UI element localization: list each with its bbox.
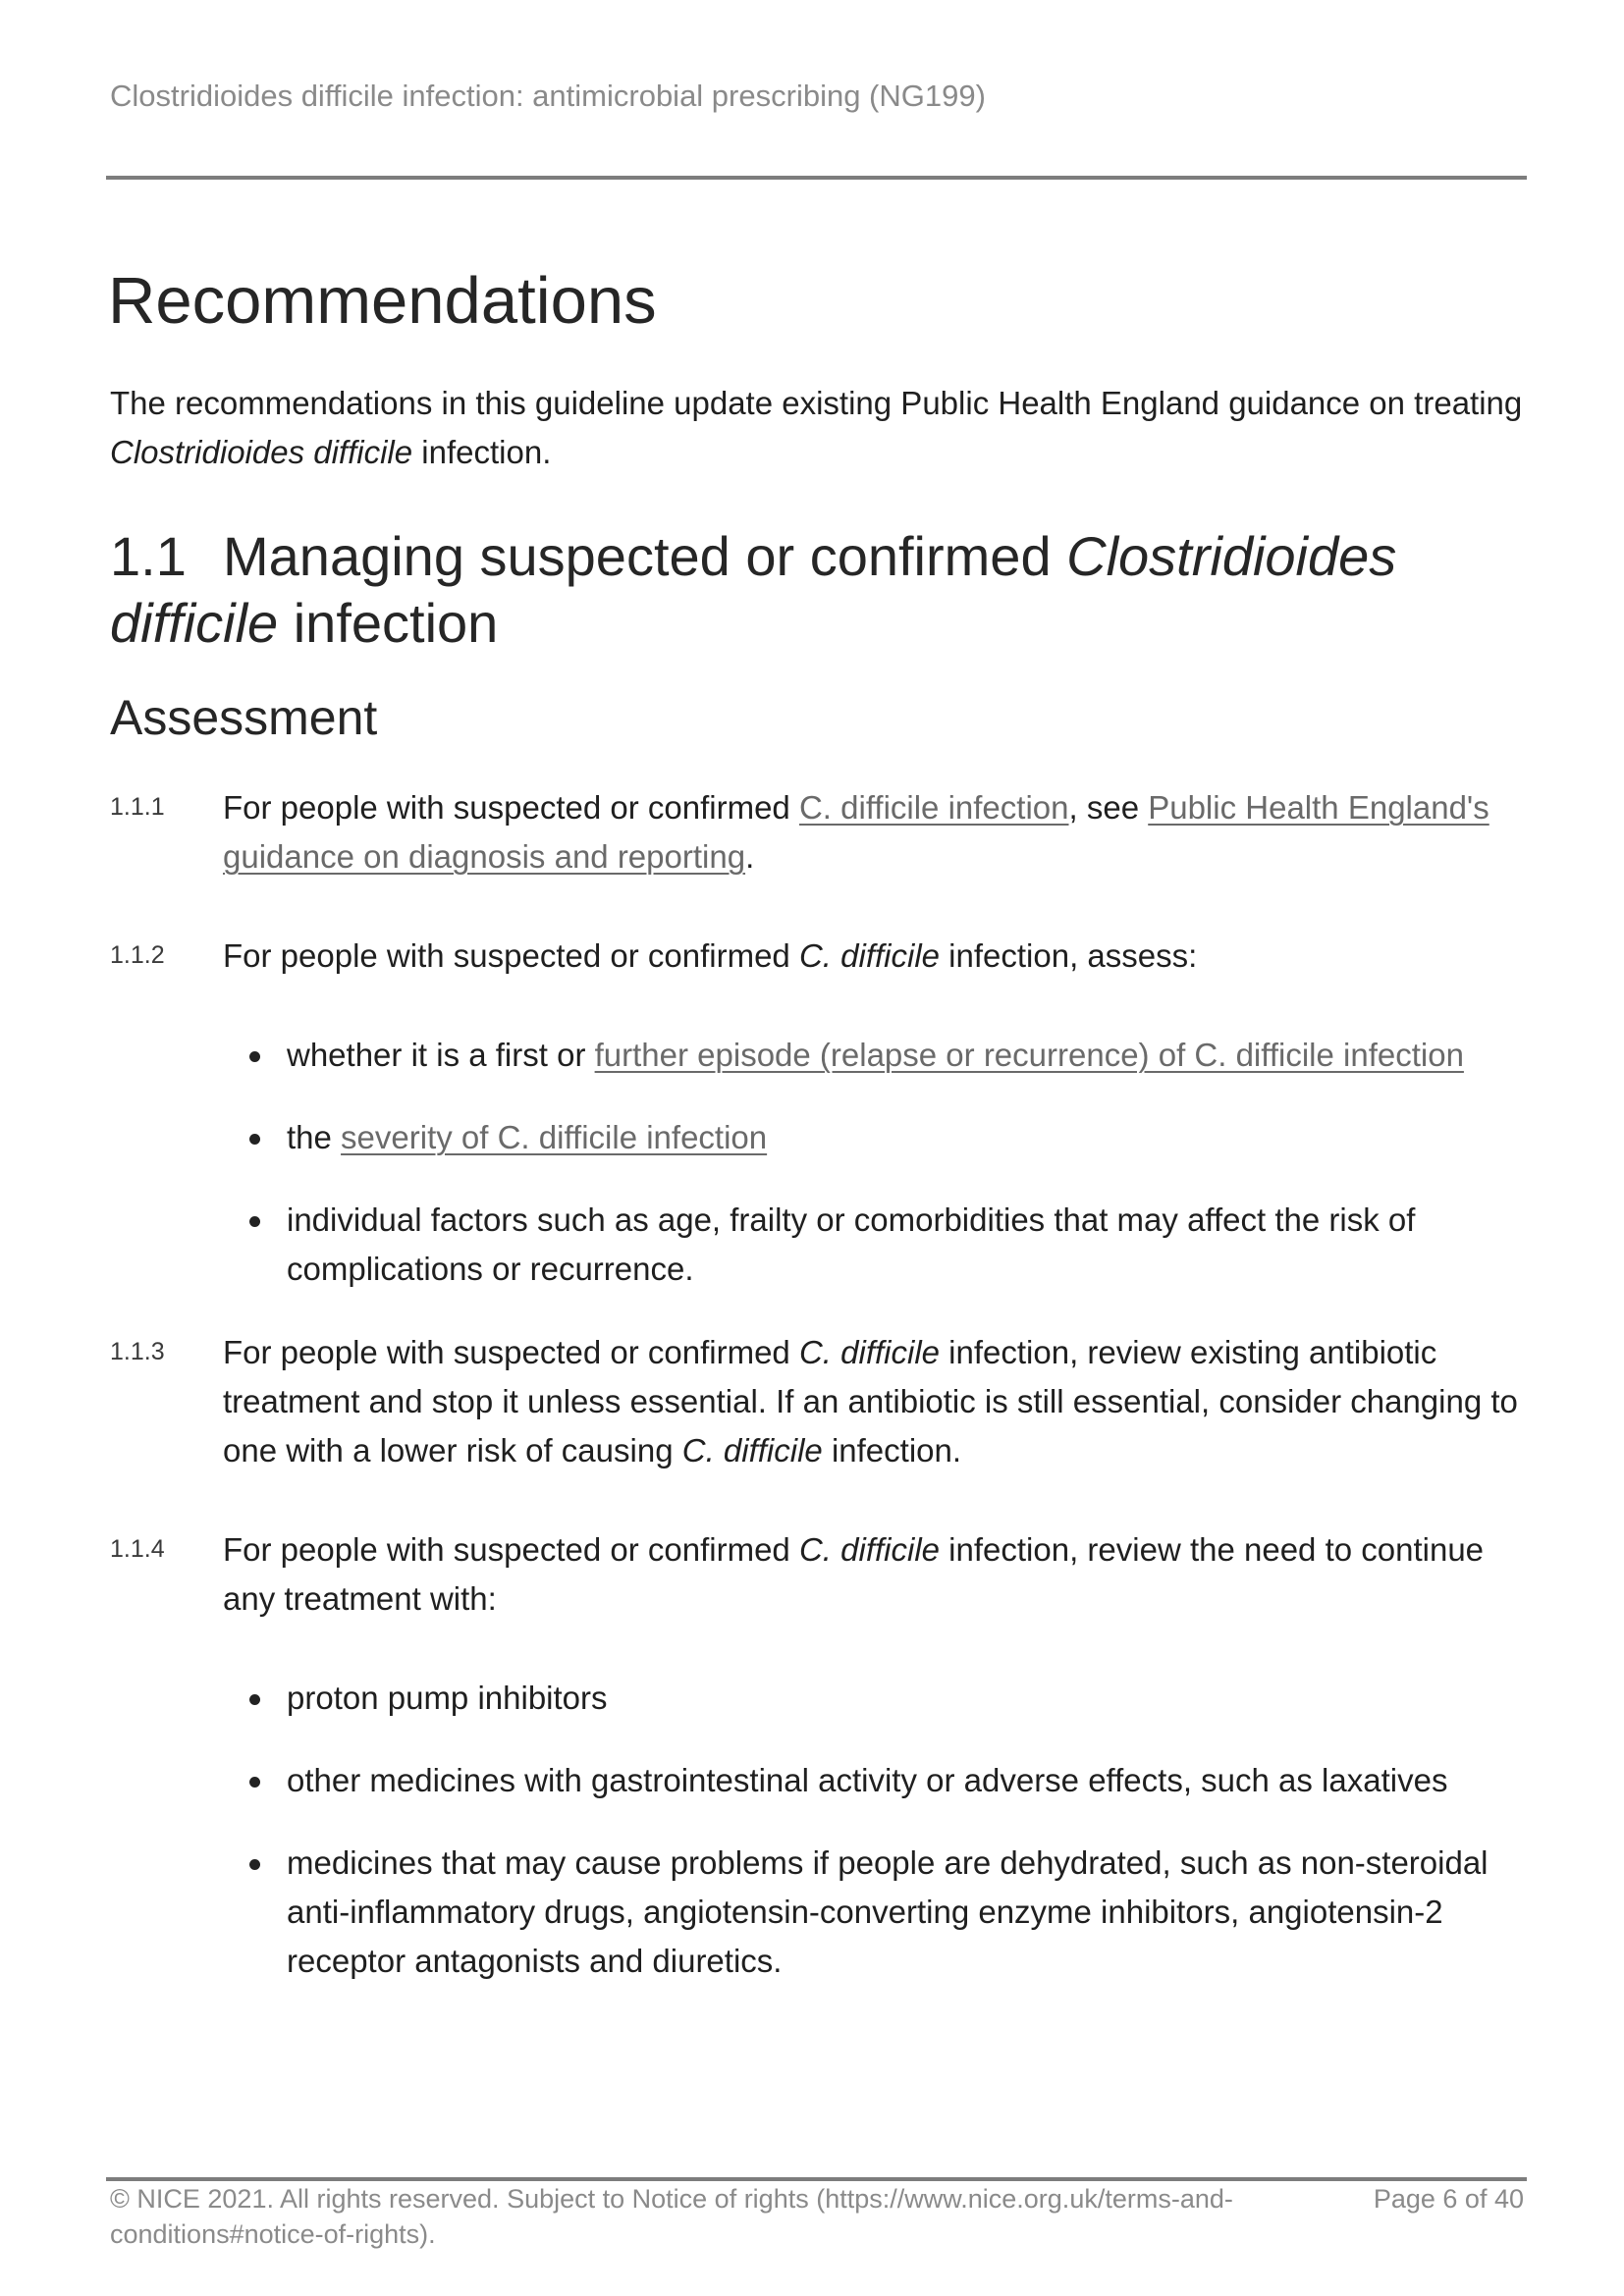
list-item [223,1839,1529,1986]
bullet-icon [249,1051,260,1062]
bullet-icon [249,1134,260,1145]
page-title: Recommendations [108,264,657,338]
list-item-text: the [287,1119,342,1155]
recommendation-text [223,932,1529,981]
rec-text: infection, assess: [940,937,1198,974]
list-item [223,1674,1529,1723]
section-heading [110,523,1524,657]
recommendation-number: 1.1.3 [110,1338,165,1365]
recommendation-text [223,1328,1529,1475]
subsection-heading: Assessment [110,690,378,745]
rec-text: infection, review existing antibiotic treatment and stop it unless essential. If an antibiotic is still essential, consider changing to one with a lower risk of causing [223,1334,1518,1468]
rec-text: For people with suspected or confirmed [223,937,799,974]
section-number: 1.1 [110,525,187,587]
list-item [223,1196,1529,1294]
list-item [223,1756,1529,1805]
list-item [223,1113,1529,1162]
rec-text: For people with suspected or confirmed [223,789,799,826]
rec-italic-organism: C. difficile [798,937,941,974]
intro-italic-organism: Clostridioides difficile [110,434,413,470]
section-title-italic: Clostridioides difficile [110,525,1397,654]
bullet-icon [249,1777,260,1788]
bullet-icon [249,1859,260,1870]
rec-text: infection, review the need to continue any treatment with: [223,1531,1485,1617]
bullet-icon [249,1694,260,1705]
footer-copyright: © NICE 2021. All rights reserved. Subject to Notice of rights (https://www.nice.org.uk/terms-and-conditions#notice-of-rights). [110,2184,1233,2249]
list-item-text: medicines that may cause problems if people are dehydrated, such as non-steroidal anti-inflammatory drugs, angiotensin-converting enzyme inhibitors, angiotensin-2 receptor antagonists and diuretics. [287,1844,1489,1979]
recommendation-number: 1.1.4 [110,1535,165,1563]
recommendation-text [223,1525,1529,1624]
intro-text-end: infection. [412,434,552,470]
rec-italic-organism: C. difficile [681,1432,823,1468]
page-number: Page 6 of 40 [1373,2184,1524,2214]
section-title-end: infection [278,592,499,654]
rec-italic-organism: C. difficile [798,1334,941,1370]
severity-link[interactable]: severity of C. difficile infection [341,1119,768,1155]
rec-text: . [745,838,755,875]
recommendation-number: 1.1.2 [110,941,165,969]
bullet-icon [249,1216,260,1227]
list-item-text: proton pump inhibitors [287,1680,608,1716]
list-item-text: whether it is a first or [287,1037,595,1073]
list-item-text: other medicines with gastrointestinal activity or adverse effects, such as laxatives [287,1762,1448,1798]
list-item-text: individual factors such as age, frailty or comorbidities that may affect the risk of complications or recurrence. [287,1201,1416,1287]
phe-guidance-link[interactable]: Public Health England's guidance on diagnosis and reporting [223,789,1489,875]
recommendation-text [223,783,1529,881]
rec-italic-organism: C. difficile [798,1531,941,1568]
section-title-text: Managing suspected or confirmed [223,525,1067,587]
intro-paragraph [110,379,1534,477]
rec-text: For people with suspected or confirmed [223,1531,799,1568]
rec-text: For people with suspected or confirmed [223,1334,799,1370]
document-header-title: Clostridioides difficile infection: antimicrobial prescribing (NG199) [110,79,986,113]
list-item [223,1031,1529,1080]
rec-text: , see [1068,789,1149,826]
header-divider [106,176,1527,180]
c-difficile-infection-link[interactable]: C. difficile infection [798,789,1069,826]
intro-text: The recommendations in this guideline update existing Public Health England guidance on treating [110,385,1523,421]
further-episode-link[interactable]: further episode (relapse or recurrence) of C. difficile infection [594,1037,1464,1073]
rec-text: infection. [822,1432,962,1468]
recommendation-number: 1.1.1 [110,793,165,821]
